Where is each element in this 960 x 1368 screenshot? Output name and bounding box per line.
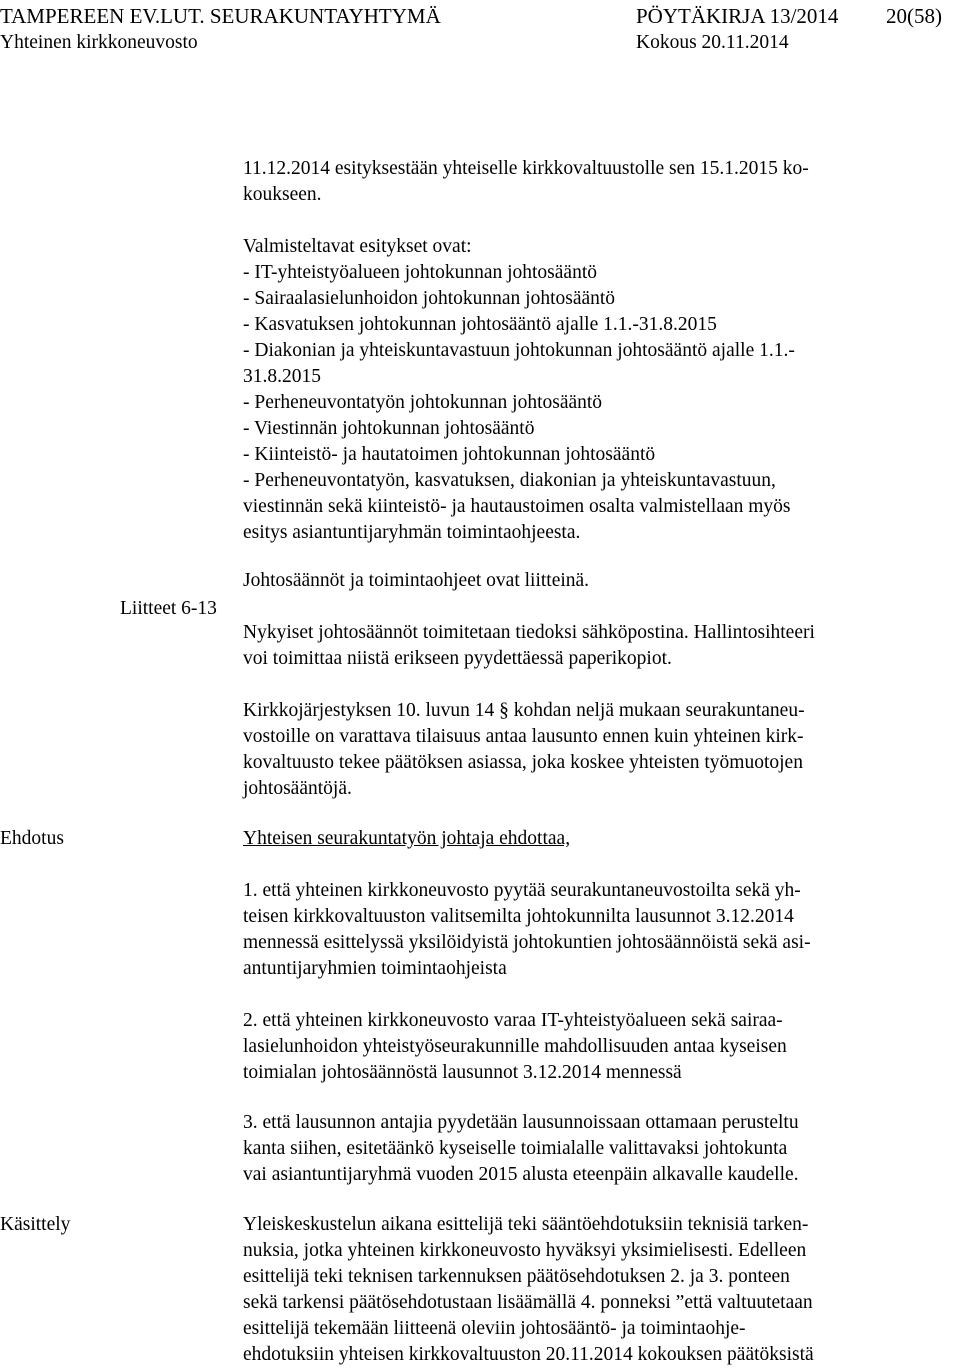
- proposal-item-3: [243, 1110, 903, 1188]
- text-line: vostoille on varattava tilaisuus antaa lausunto ennen kuin yhteinen kirk-: [243, 726, 804, 747]
- text-line: ehdotuksiin yhteisen kirkkovaltuuston 20.11.2014 kokouksen päätöksistä: [243, 1344, 814, 1365]
- church-order-paragraph: [243, 698, 903, 802]
- text-line: lasielunhoidon yhteistyöseurakunnille mahdollisuuden antaa kyseisen: [243, 1036, 787, 1057]
- list-item: - Kiinteistö- ja hautatoimen johtokunnan johtosääntö: [243, 444, 656, 465]
- text-line: toimialan johtosäännöstä lausunnot 3.12.2014 mennessä: [243, 1062, 682, 1083]
- handling-paragraph: [243, 1212, 903, 1368]
- body-name: Yhteinen kirkkoneuvosto: [0, 32, 198, 53]
- text-line: nuksia, jotka yhteinen kirkkoneuvosto hyväksyi yksimielisesti. Edelleen: [243, 1240, 807, 1261]
- text-line: mennessä esittelyssä yksilöidyistä johtokuntien johtosäännöistä sekä asi-: [243, 932, 811, 953]
- intro-paragraph: [243, 156, 903, 208]
- text-line: teisen kirkkovaltuuston valitsemilta johtokunnilta lausunnot 3.12.2014: [243, 906, 794, 927]
- attachments-label: Liitteet 6-13: [120, 598, 217, 619]
- meeting-date: Kokous 20.11.2014: [636, 32, 789, 53]
- page-header-top: [0, 4, 960, 30]
- text-line: sekä tarkensi päätösehdotustaan lisäämällä 4. ponneksi ”että valtuutetaan: [243, 1292, 813, 1313]
- text-line: voi toimittaa niistä erikseen pyydettäessä paperikopiot.: [243, 648, 672, 669]
- text-line: 11.12.2014 esityksestään yhteiselle kirkkovaltuustolle sen 15.1.2015 ko-: [243, 158, 809, 179]
- list-item: - Viestinnän johtokunnan johtosääntö: [243, 418, 535, 439]
- list-item: - Perheneuvontatyön, kasvatuksen, diakonian ja yhteiskuntavastuun,: [243, 470, 776, 491]
- text-line: Kirkkojärjestyksen 10. luvun 14 § kohdan neljä mukaan seurakuntaneu-: [243, 700, 805, 721]
- document-id: PÖYTÄKIRJA 13/2014: [636, 4, 839, 28]
- list-item: 31.8.2015: [243, 366, 321, 387]
- text-line: antuntijaryhmien toimintaohjeista: [243, 958, 507, 979]
- text-line: Nykyiset johtosäännöt toimitetaan tiedoksi sähköpostina. Hallintosihteeri: [243, 622, 815, 643]
- proposal-label: Ehdotus: [0, 828, 64, 849]
- prepared-proposals-list: [243, 234, 903, 546]
- organization-name: TAMPEREEN EV.LUT. SEURAKUNTAYHTYMÄ: [0, 4, 441, 28]
- proposal-item-1: [243, 878, 903, 982]
- list-item: - Perheneuvontatyön johtokunnan johtosääntö: [243, 392, 603, 413]
- list-item: viestinnän sekä kiinteistö- ja hautaustoimen osalta valmistellaan myös: [243, 496, 791, 517]
- attachments-paragraph: [243, 568, 903, 594]
- current-rules-paragraph: [243, 620, 903, 672]
- proposal-item-2: [243, 1008, 903, 1086]
- list-item: - Sairaalasielunhoidon johtokunnan johtosääntö: [243, 288, 616, 309]
- text-line: Johtosäännöt ja toimintaohjeet ovat liitteinä.: [243, 570, 590, 591]
- text-line: johtosääntöjä.: [243, 778, 352, 799]
- text-line: kovaltuusto tekee päätöksen asiassa, joka koskee yhteisten työmuotojen: [243, 752, 803, 773]
- list-item: - IT-yhteistyöalueen johtokunnan johtosääntö: [243, 262, 597, 283]
- list-item: - Kasvatuksen johtokunnan johtosääntö ajalle 1.1.-31.8.2015: [243, 314, 717, 335]
- text-line: Yleiskeskustelun aikana esittelijä teki sääntöehdotuksiin teknisiä tarken-: [243, 1214, 809, 1235]
- text-line: Valmisteltavat esitykset ovat:: [243, 236, 472, 257]
- list-item: - Diakonian ja yhteiskuntavastuun johtokunnan johtosääntö ajalle 1.1.-: [243, 340, 795, 361]
- text-line: kanta siihen, esitetäänkö kyseiselle toimialalle valittavaksi johtokunta: [243, 1138, 788, 1159]
- text-line: esittelijä tekemään liitteenä oleviin johtosääntö- ja toimintaohje-: [243, 1318, 746, 1339]
- page-number: 20(58): [886, 4, 942, 28]
- proposal-title: [243, 826, 903, 852]
- text-line: 1. että yhteinen kirkkoneuvosto pyytää seurakuntaneuvostoilta sekä yh-: [243, 880, 801, 901]
- text-line: koukseen.: [243, 184, 322, 205]
- handling-label: Käsittely: [0, 1214, 71, 1235]
- proposal-heading: Yhteisen seurakuntatyön johtaja ehdottaa,: [243, 828, 571, 849]
- text-line: 2. että yhteinen kirkkoneuvosto varaa IT-yhteistyöalueen sekä sairaa-: [243, 1010, 783, 1031]
- text-line: esittelijä teki teknisen tarkennuksen päätösehdotuksen 2. ja 3. ponteen: [243, 1266, 790, 1287]
- page-header-bottom: [0, 32, 960, 58]
- text-line: vai asiantuntijaryhmä vuoden 2015 alusta eteenpäin alkavalle kaudelle.: [243, 1164, 799, 1185]
- list-item: esitys asiantuntijaryhmän toimintaohjeesta.: [243, 522, 581, 543]
- text-line: 3. että lausunnon antajia pyydetään lausunnoissaan ottamaan perusteltu: [243, 1112, 799, 1133]
